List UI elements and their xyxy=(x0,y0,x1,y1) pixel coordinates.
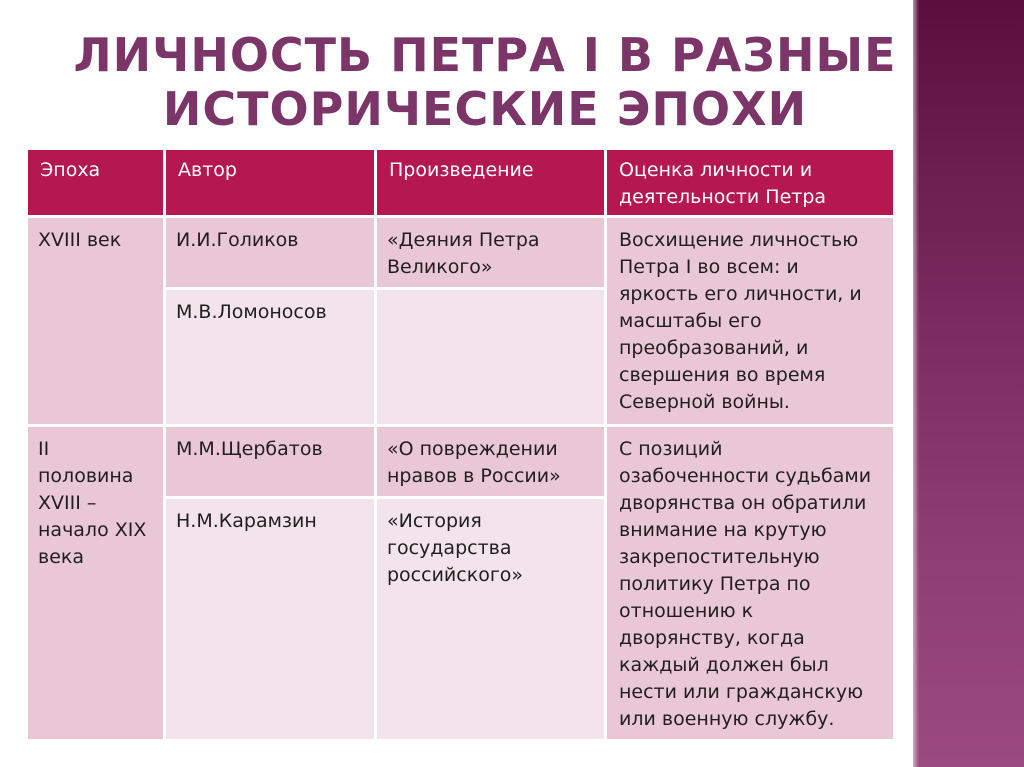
cell-assessment-group1 xyxy=(606,217,895,426)
assessment2-line: нести или гражданскую xyxy=(619,681,864,703)
assessment2-line: дворянства он обратили xyxy=(619,492,867,514)
title-line-2: ИСТОРИЧЕСКИЕ ЭПОХИ xyxy=(162,82,808,136)
era2-line: половина xyxy=(38,465,134,487)
assessment1-line: Петра I во всем: и xyxy=(619,256,799,278)
work-shcherbatov-line-1: «О повреждении xyxy=(387,438,558,460)
assessment1-line: масштабы его xyxy=(619,310,762,332)
assessment1-line: преобразований, и xyxy=(619,337,809,359)
work-karamzin-line-2: государства xyxy=(387,537,512,559)
header-author: Автор xyxy=(165,149,376,217)
work-shcherbatov-line-2: нравов в России» xyxy=(387,465,561,487)
work-golikov-line-1: «Деяния Петра xyxy=(387,229,540,251)
work-karamzin-line-3: российского» xyxy=(387,564,524,586)
title-line-1: ЛИЧНОСТЬ ПЕТРА I В РАЗНЫЕ xyxy=(73,28,897,82)
era2-line: начало XIX xyxy=(38,519,147,541)
header-assessment-line-2: деятельности Петра xyxy=(619,186,827,208)
cell-work-golikov xyxy=(376,217,606,289)
table-row-group2-a xyxy=(27,426,895,498)
decorative-side-band xyxy=(913,0,1024,767)
cell-era-18-19-century xyxy=(27,426,165,741)
cell-era-18th-century: XVIII век xyxy=(27,217,165,426)
cell-author-lomonosov: М.В.Ломоносов xyxy=(165,289,376,426)
work-golikov-line-2: Великого» xyxy=(387,256,493,278)
side-band-highlight xyxy=(913,0,919,767)
assessment2-line: или военную службу. xyxy=(619,708,835,730)
era2-line: XVIII – xyxy=(38,492,97,514)
cell-author-karamzin: Н.М.Карамзин xyxy=(165,498,376,741)
assessment2-line: С позиций xyxy=(619,438,723,460)
table-row-group1-a xyxy=(27,217,895,289)
assessment2-line: озабоченности судьбами xyxy=(619,465,872,487)
header-assessment-line-1: Оценка личности и xyxy=(619,159,813,181)
assessment1-line: Северной войны. xyxy=(619,391,790,413)
assessment2-line: закрепостительную xyxy=(619,546,820,568)
era2-line: века xyxy=(38,546,85,568)
cell-author-golikov: И.И.Голиков xyxy=(165,217,376,289)
assessment2-line: внимание на крутую xyxy=(619,519,827,541)
cell-work-karamzin xyxy=(376,498,606,741)
assessment1-line: яркость его личности, и xyxy=(619,283,862,305)
cell-assessment-group2 xyxy=(606,426,895,741)
header-era: Эпоха xyxy=(27,149,165,217)
era2-line: II xyxy=(38,438,50,460)
work-karamzin-line-1: «История xyxy=(387,510,482,532)
cell-work-lomonosov-empty xyxy=(376,289,606,426)
header-row xyxy=(27,149,895,217)
header-assessment xyxy=(606,149,895,217)
assessment2-line: дворянству, когда xyxy=(619,627,805,649)
assessment2-line: каждый должен был xyxy=(619,654,829,676)
comparison-table xyxy=(25,147,896,742)
cell-work-shcherbatov xyxy=(376,426,606,498)
assessment1-line: Восхищение личностью xyxy=(619,229,859,251)
assessment2-line: политику Петра по xyxy=(619,573,811,595)
cell-author-shcherbatov: М.М.Щербатов xyxy=(165,426,376,498)
assessment1-line: свершения во время xyxy=(619,364,826,386)
header-work: Произведение xyxy=(376,149,606,217)
assessment2-line: отношению к xyxy=(619,600,754,622)
slide-title xyxy=(60,28,910,136)
